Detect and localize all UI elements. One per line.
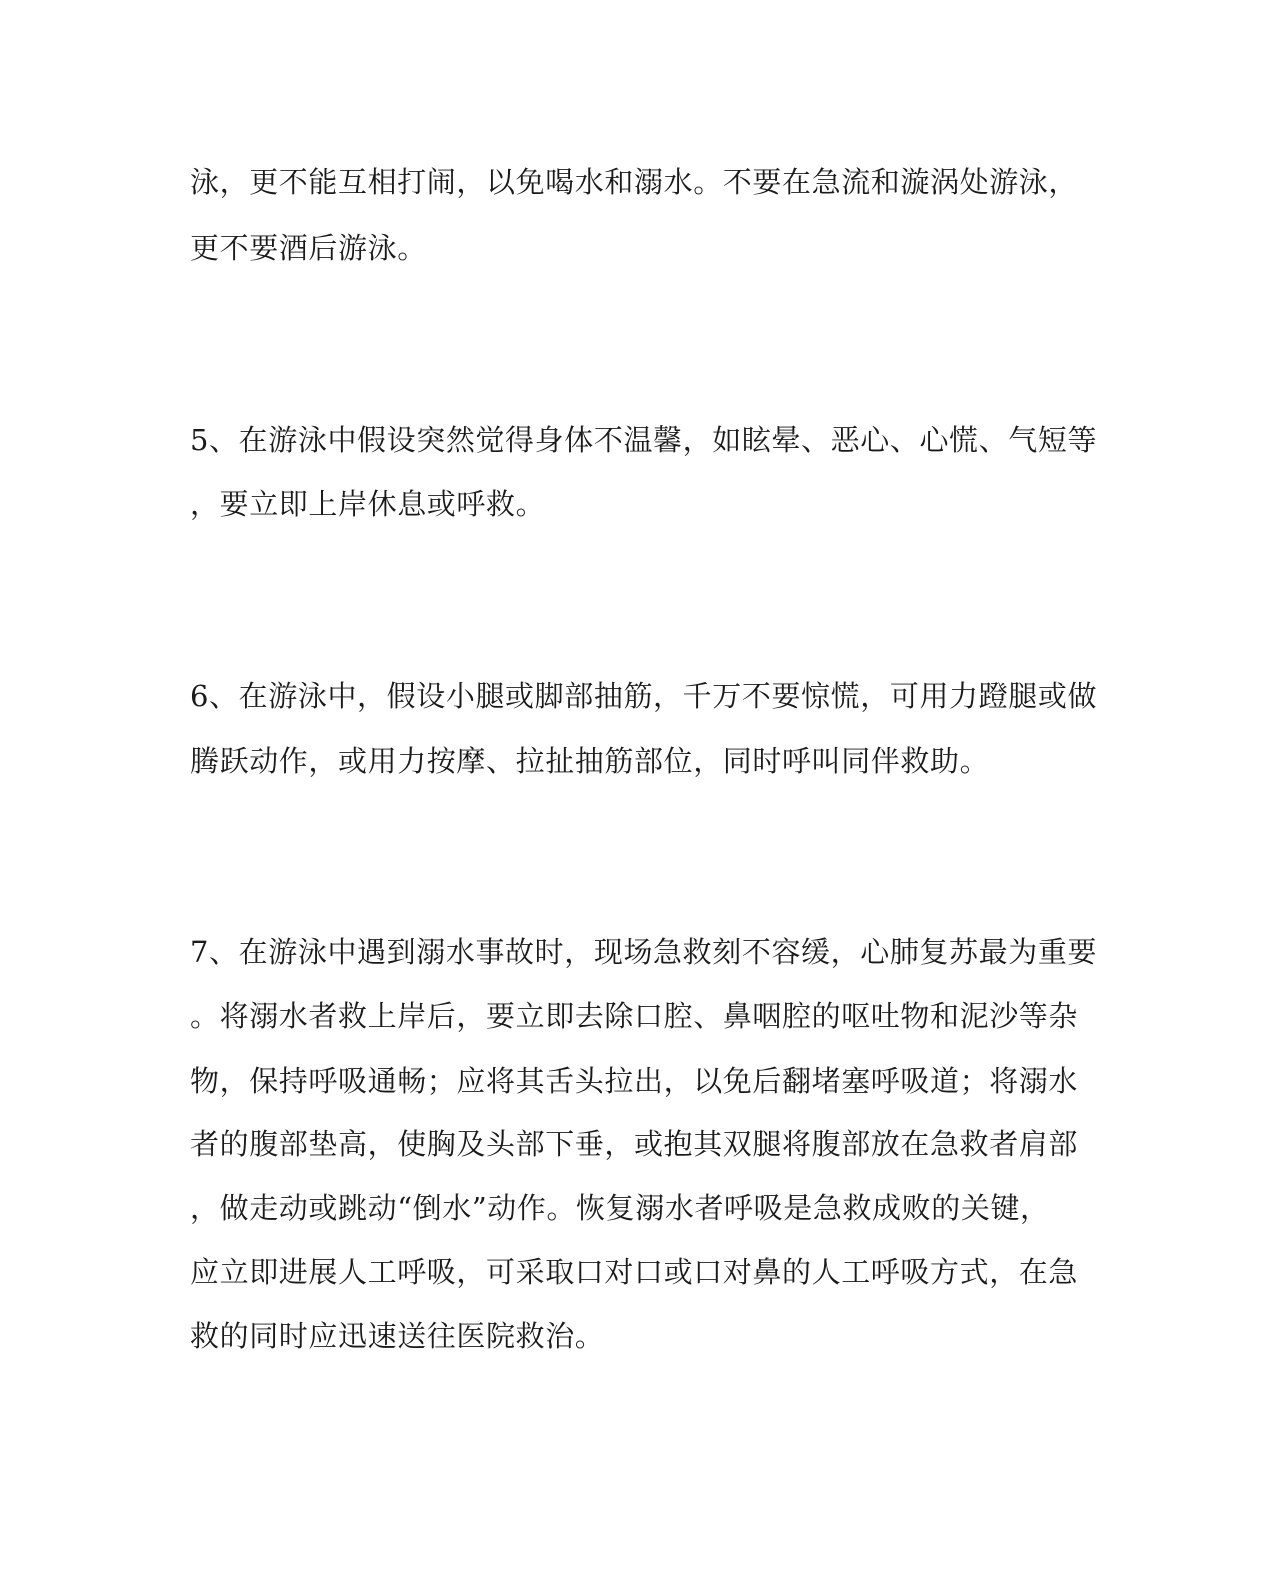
text-line: 救的同时应迅速送往医院救治。: [190, 1319, 605, 1353]
text-line: 泳，更不能互相打闹，以免喝水和溺水。不要在急流和漩涡处游泳，: [190, 165, 1079, 199]
text-line: 5、在游泳中假设突然觉得身体不温馨，如眩晕、恶心、心慌、气短等: [190, 423, 1098, 457]
text-line: 。将溺水者救上岸后，要立即去除口腔、鼻咽腔的呕吐物和泥沙等杂: [190, 999, 1079, 1033]
text-line: 物，保持呼吸通畅；应将其舌头拉出，以免后翻堵塞呼吸道；将溺水: [190, 1064, 1079, 1098]
text-line: 者的腹部垫高，使胸及头部下垂，或抱其双腿将腹部放在急救者肩部: [190, 1127, 1079, 1161]
text-line: 腾跃动作，或用力按摩、拉扯抽筋部位，同时呼叫同伴救助。: [190, 744, 990, 778]
text-line: 应立即进展人工呼吸，可采取口对口或口对鼻的人工呼吸方式，在急: [190, 1255, 1079, 1289]
text-line: 7、在游泳中遇到溺水事故时，现场急救刻不容缓，心肺复苏最为重要: [190, 935, 1098, 969]
text-line: ，要立即上岸休息或呼救。: [190, 487, 546, 521]
text-line: 更不要酒后游泳。: [190, 231, 427, 265]
text-line: ，做走动或跳动“倒水”动作。恢复溺水者呼吸是急救成败的关键，: [190, 1191, 1050, 1225]
text-line: 6、在游泳中，假设小腿或脚部抽筋，千万不要惊慌，可用力蹬腿或做: [190, 679, 1098, 713]
